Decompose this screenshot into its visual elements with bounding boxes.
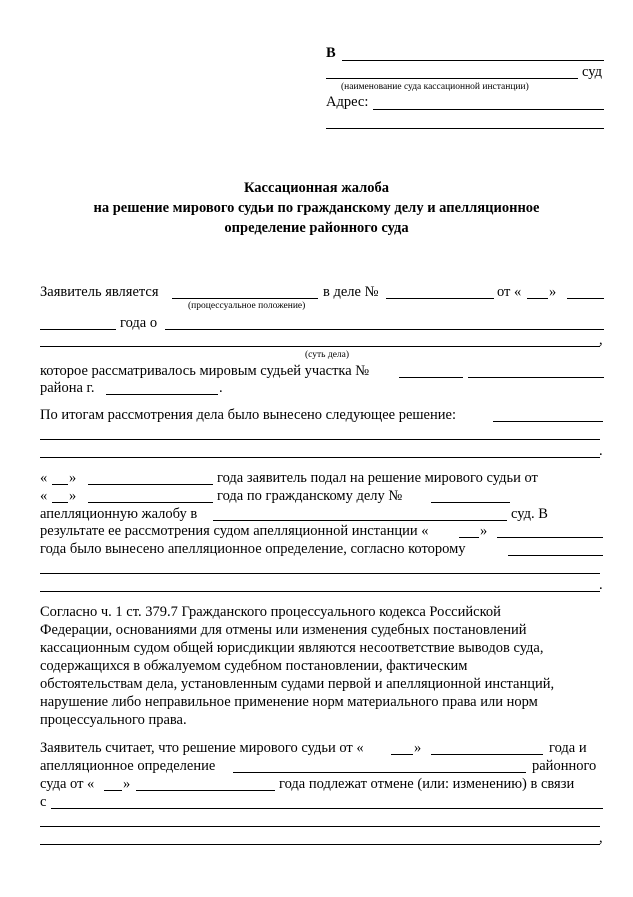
court-caption: (наименование суда кассационной инстанции) — [341, 82, 529, 92]
quote-open: « — [40, 470, 48, 486]
appeal-month-field[interactable] — [88, 484, 213, 485]
decision-field-3[interactable] — [40, 457, 600, 458]
title-line-1: Кассационная жалоба — [243, 180, 390, 196]
appeal-filed-label: года заявитель подал на решение мирового судьи от — [217, 470, 538, 486]
court-suffix: суд — [582, 64, 602, 80]
appeal-ruling-label: года было вынесено апелляционное определение, согласно которому — [40, 541, 466, 557]
case-number-field[interactable] — [386, 298, 494, 299]
magistrate-label: которое рассматривалось мировым судьей участка № — [40, 363, 370, 379]
quote-close: » — [69, 470, 77, 486]
appeal-court-field[interactable] — [213, 520, 507, 521]
appeal-decision-day-field[interactable] — [459, 537, 479, 538]
decision-field[interactable] — [493, 421, 603, 422]
quote-close: » — [480, 523, 488, 539]
ruling-field-3[interactable] — [40, 591, 600, 592]
procedural-status-caption: (процессуальное положение) — [188, 301, 306, 311]
case-essence-caption: (суть дела) — [305, 350, 350, 360]
court-result-label: суд. В — [511, 506, 548, 522]
reason-field[interactable] — [51, 808, 603, 809]
appeal-to-label: апелляционную жалобу в — [40, 506, 198, 522]
law-line: обстоятельствам дела, установленным судами первой и апелляционной инстанций, — [40, 676, 555, 692]
with-label: с — [40, 794, 47, 810]
title-line-3: определение районного суда — [224, 220, 409, 236]
case-essence-field-2[interactable] — [40, 346, 600, 347]
claim-label: Заявитель считает, что решение мирового судьи от « — [40, 740, 364, 756]
law-line: Федерации, основаниями для отмены или изменения судебных постановлений — [40, 622, 527, 638]
district-name-field[interactable] — [468, 377, 604, 378]
district-number-field[interactable] — [399, 377, 463, 378]
reason-field-2[interactable] — [40, 826, 600, 827]
comma: , — [599, 332, 603, 348]
address-label: Адрес: — [326, 94, 369, 110]
civil-case-label: года по гражданскому делу № — [217, 488, 403, 504]
decision-label: По итогам рассмотрения дела было вынесено следующее решение: — [40, 407, 456, 423]
ruling-field-2[interactable] — [40, 573, 600, 574]
appeal-result-label: результате ее рассмотрения судом апелляционной инстанции « — [40, 523, 429, 539]
title-line-2: на решение мирового судьи по гражданскому делу и апелляционное — [93, 200, 540, 216]
comma: , — [599, 830, 603, 846]
address-field[interactable] — [373, 109, 604, 110]
quote-close: » — [549, 284, 557, 300]
court-from-label: суда от « — [40, 776, 95, 792]
ruling-day-field[interactable] — [104, 790, 122, 791]
case-essence-field[interactable] — [165, 329, 604, 330]
period: . — [219, 380, 223, 396]
year-about-label: года о — [120, 315, 158, 331]
appeal-day-field[interactable] — [52, 484, 68, 485]
law-line: процессуального права. — [40, 712, 187, 728]
court-name-field[interactable] — [342, 60, 604, 61]
case-day-field[interactable] — [527, 298, 548, 299]
law-line: нарушение либо неправильное применение норм материального права или норм — [40, 694, 538, 710]
ruling-month-field[interactable] — [136, 790, 275, 791]
law-line: кассационным судом общей юрисдикции являются несоответствие выводов суда, — [40, 640, 544, 656]
civil-case-number-field[interactable] — [431, 502, 510, 503]
quote-close: » — [69, 488, 77, 504]
city-field[interactable] — [106, 394, 218, 395]
law-line: Согласно ч. 1 ст. 379.7 Гражданского процессуального кодекса Российской — [40, 604, 501, 620]
claim-month-field[interactable] — [431, 754, 543, 755]
address-field-2[interactable] — [326, 128, 604, 129]
appeal-decision-month-field[interactable] — [497, 537, 603, 538]
law-line: содержащихся в обжалуемом судебном постановлении, фактическим — [40, 658, 468, 674]
district-label: районного — [532, 758, 597, 774]
cancel-label: года подлежат отмене (или: изменению) в связи — [279, 776, 575, 792]
decision-month-field[interactable] — [88, 502, 213, 503]
period: . — [599, 443, 603, 459]
decision-field-2[interactable] — [40, 439, 600, 440]
from-label: от « — [497, 284, 522, 300]
quote-open: « — [40, 488, 48, 504]
case-year-field[interactable] — [40, 329, 116, 330]
case-month-field[interactable] — [567, 298, 604, 299]
district-court-field[interactable] — [233, 772, 526, 773]
year-and-label: года и — [549, 740, 587, 756]
quote-close: » — [414, 740, 422, 756]
period: . — [599, 577, 603, 593]
claim-day-field[interactable] — [391, 754, 413, 755]
procedural-status-field[interactable] — [172, 298, 318, 299]
appeal-ruling-label: апелляционное определение — [40, 758, 216, 774]
district-city-label: района г. — [40, 380, 95, 396]
to-prefix: В — [326, 45, 336, 61]
ruling-field[interactable] — [508, 555, 603, 556]
quote-close: » — [123, 776, 131, 792]
court-name-field-2[interactable] — [326, 78, 578, 79]
applicant-label: Заявитель является — [40, 284, 159, 300]
reason-field-3[interactable] — [40, 844, 600, 845]
decision-day-field[interactable] — [52, 502, 68, 503]
case-number-label: в деле № — [323, 284, 379, 300]
